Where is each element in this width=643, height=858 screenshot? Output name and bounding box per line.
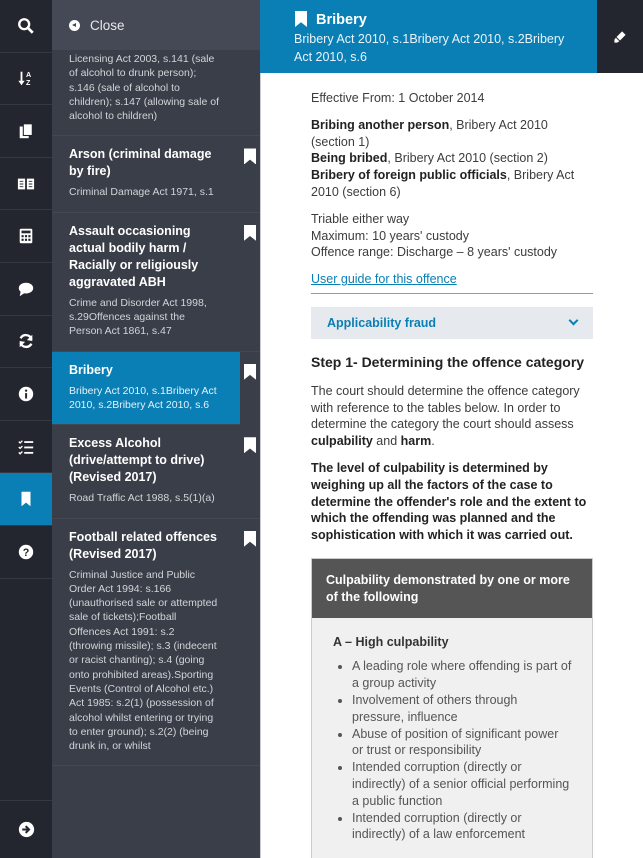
svg-text:A: A xyxy=(26,70,32,80)
offence-name: Bribing another person xyxy=(311,117,450,132)
high-culpability-heading: A – High culpability xyxy=(333,634,449,649)
item-desc: Criminal Justice and Public Order Act 1994: s.166 (unauthorised sale or attempted sale of tickets);Football Offences Act 1991: s.2 (throwing missile); s.3 (indecent or racist chanting); s.4 (going onto prohibited areas).Sporting Events (Control of Alcohol etc.) Act 1985: s.2(1) (possession of alcohol whilst entering or trying to enter ground); s.2(2) (being drunk in, or whilst xyxy=(69,568,218,753)
checklist-icon xyxy=(17,438,35,456)
list-item[interactable] xyxy=(52,50,260,136)
list-item: • Involvement of others through pressure, influence xyxy=(352,692,572,726)
highlighter-icon xyxy=(613,30,627,44)
user-guide-link[interactable]: User guide for this offence xyxy=(311,272,457,287)
offence-list xyxy=(52,0,260,858)
maximum: Maximum: 10 years' custody xyxy=(311,228,469,243)
icon-rail xyxy=(0,0,52,858)
sentence-info xyxy=(311,211,593,261)
applicability-accordion[interactable] xyxy=(311,307,593,339)
item-desc: Criminal Damage Act 1971, s.1 xyxy=(69,186,214,199)
calculator-button[interactable] xyxy=(0,210,52,263)
culpability-paragraph: The level of culpability is determined by weighing up all the factors of the case to determine the offender's role and the extent to which the offending was planned and the sophistication with which it was carried out. xyxy=(311,460,587,543)
refresh-button[interactable] xyxy=(0,316,52,369)
bookmark-icon[interactable] xyxy=(244,531,256,547)
bookmark-icon[interactable] xyxy=(244,148,256,164)
arrow-right-circle-icon xyxy=(18,821,35,838)
bookmark-icon[interactable] xyxy=(295,11,307,27)
comment-button[interactable] xyxy=(0,263,52,316)
item-title: Excess Alcohol (drive/attempt to drive) (Revised 2017) xyxy=(69,436,205,485)
text: The court should determine the offence category with reference to the tables below. In order to determine the category the court should assess xyxy=(311,383,580,432)
culpability-table xyxy=(311,558,593,858)
list-item[interactable] xyxy=(52,425,260,518)
svg-text:Z: Z xyxy=(26,78,31,88)
checklist-button[interactable] xyxy=(0,421,52,474)
offence-header xyxy=(260,0,597,73)
close-button[interactable] xyxy=(52,0,260,50)
list-item: • A leading role where offending is part of a group activity xyxy=(352,658,572,692)
list-item: • Abuse of position of significant power or trust or responsibility xyxy=(352,726,572,760)
info-icon xyxy=(17,385,35,403)
copy-icon xyxy=(17,122,35,140)
item-desc: Crime and Disorder Act 1998, s.29Offences against the Person Act 1861, s.47 xyxy=(69,296,207,338)
offence-content xyxy=(260,73,643,858)
offence-act: , Bribery Act 2010 (section 1) xyxy=(311,117,548,149)
step-title: Step 1- Determining the offence category xyxy=(311,353,585,370)
search-button[interactable] xyxy=(0,0,52,53)
table-header: Culpability demonstrated by one or more of the following xyxy=(312,559,592,618)
text: culpability xyxy=(311,434,373,449)
offence-title: Bribery xyxy=(316,12,367,28)
offence-name: Being bribed xyxy=(311,151,388,166)
triable: Triable either way xyxy=(311,211,410,226)
comment-icon xyxy=(17,280,35,298)
list-item: • Intended corruption (directly or indirectly) of a senior official performing a public function xyxy=(352,759,572,809)
offence-act: , Bribery Act 2010 (section 2) xyxy=(387,151,548,166)
text: harm xyxy=(400,434,432,449)
offence-subtitle: Bribery Act 2010, s.1Bribery Act 2010, s.2Bribery Act 2010, s.6 xyxy=(294,32,565,64)
copy-button[interactable] xyxy=(0,105,52,158)
bookmark-icon[interactable] xyxy=(244,225,256,241)
calculator-icon xyxy=(17,227,35,245)
step-paragraph xyxy=(311,383,593,450)
text: . xyxy=(431,434,435,449)
chevron-down-icon xyxy=(569,316,579,326)
item-title: Assault occasioning actual bodily harm / Racially or religiously aggravated ABH xyxy=(69,223,199,289)
guidelines-button[interactable] xyxy=(0,158,52,211)
item-desc: Road Traffic Act 1988, s.5(1)(a) xyxy=(69,492,215,505)
culpability-list xyxy=(333,658,572,843)
bookmark-icon xyxy=(17,490,35,508)
search-icon xyxy=(17,17,35,35)
bookmark-icon[interactable] xyxy=(244,437,256,453)
book-icon xyxy=(17,175,35,193)
accordion-label: Applicability fraud xyxy=(327,315,437,330)
bookmark-icon[interactable] xyxy=(244,364,256,380)
effective-date: Effective From: 1 October 2014 xyxy=(311,91,485,105)
close-label: Close xyxy=(90,17,125,33)
expand-button[interactable] xyxy=(0,800,52,858)
highlight-button[interactable] xyxy=(597,0,643,73)
info-button[interactable] xyxy=(0,368,52,421)
offence-name: Bribery of foreign public officials xyxy=(311,168,507,183)
item-desc: Licensing Act 2003, s.141 (sale of alcohol to drunk person); s.146 (sale of alcohol to children); s.147 (allowing sale of alcohol to children) xyxy=(69,53,219,123)
text: and xyxy=(372,434,401,449)
table-body xyxy=(312,618,592,858)
item-title: Bribery xyxy=(69,362,113,377)
sort-az-icon xyxy=(17,69,35,87)
list-item-active[interactable] xyxy=(52,352,240,426)
offence-range: Offence range: Discharge – 8 years' custody xyxy=(311,245,558,260)
help-button[interactable] xyxy=(0,526,52,579)
list-item: • Intended corruption (directly or indirectly) of a law enforcement xyxy=(352,810,572,844)
list-item[interactable] xyxy=(52,213,260,352)
item-title: Arson (criminal damage by fire) xyxy=(69,147,212,179)
item-desc: Bribery Act 2010, s.1Bribery Act 2010, s.2Bribery Act 2010, s.6 xyxy=(69,384,217,411)
offence-list-text xyxy=(311,117,593,201)
refresh-icon xyxy=(17,332,35,350)
back-arrow-icon xyxy=(69,20,80,31)
divider xyxy=(311,293,593,294)
item-title: Football related offences (Revised 2017) xyxy=(69,529,217,561)
list-item[interactable] xyxy=(52,519,260,767)
offence-act: , Bribery Act 2010 (section 6) xyxy=(311,168,575,199)
svg-text:?: ? xyxy=(22,546,30,559)
bookmarks-button[interactable] xyxy=(0,473,52,526)
list-item[interactable] xyxy=(52,136,260,212)
sort-button[interactable] xyxy=(0,53,52,106)
help-icon xyxy=(17,543,35,561)
